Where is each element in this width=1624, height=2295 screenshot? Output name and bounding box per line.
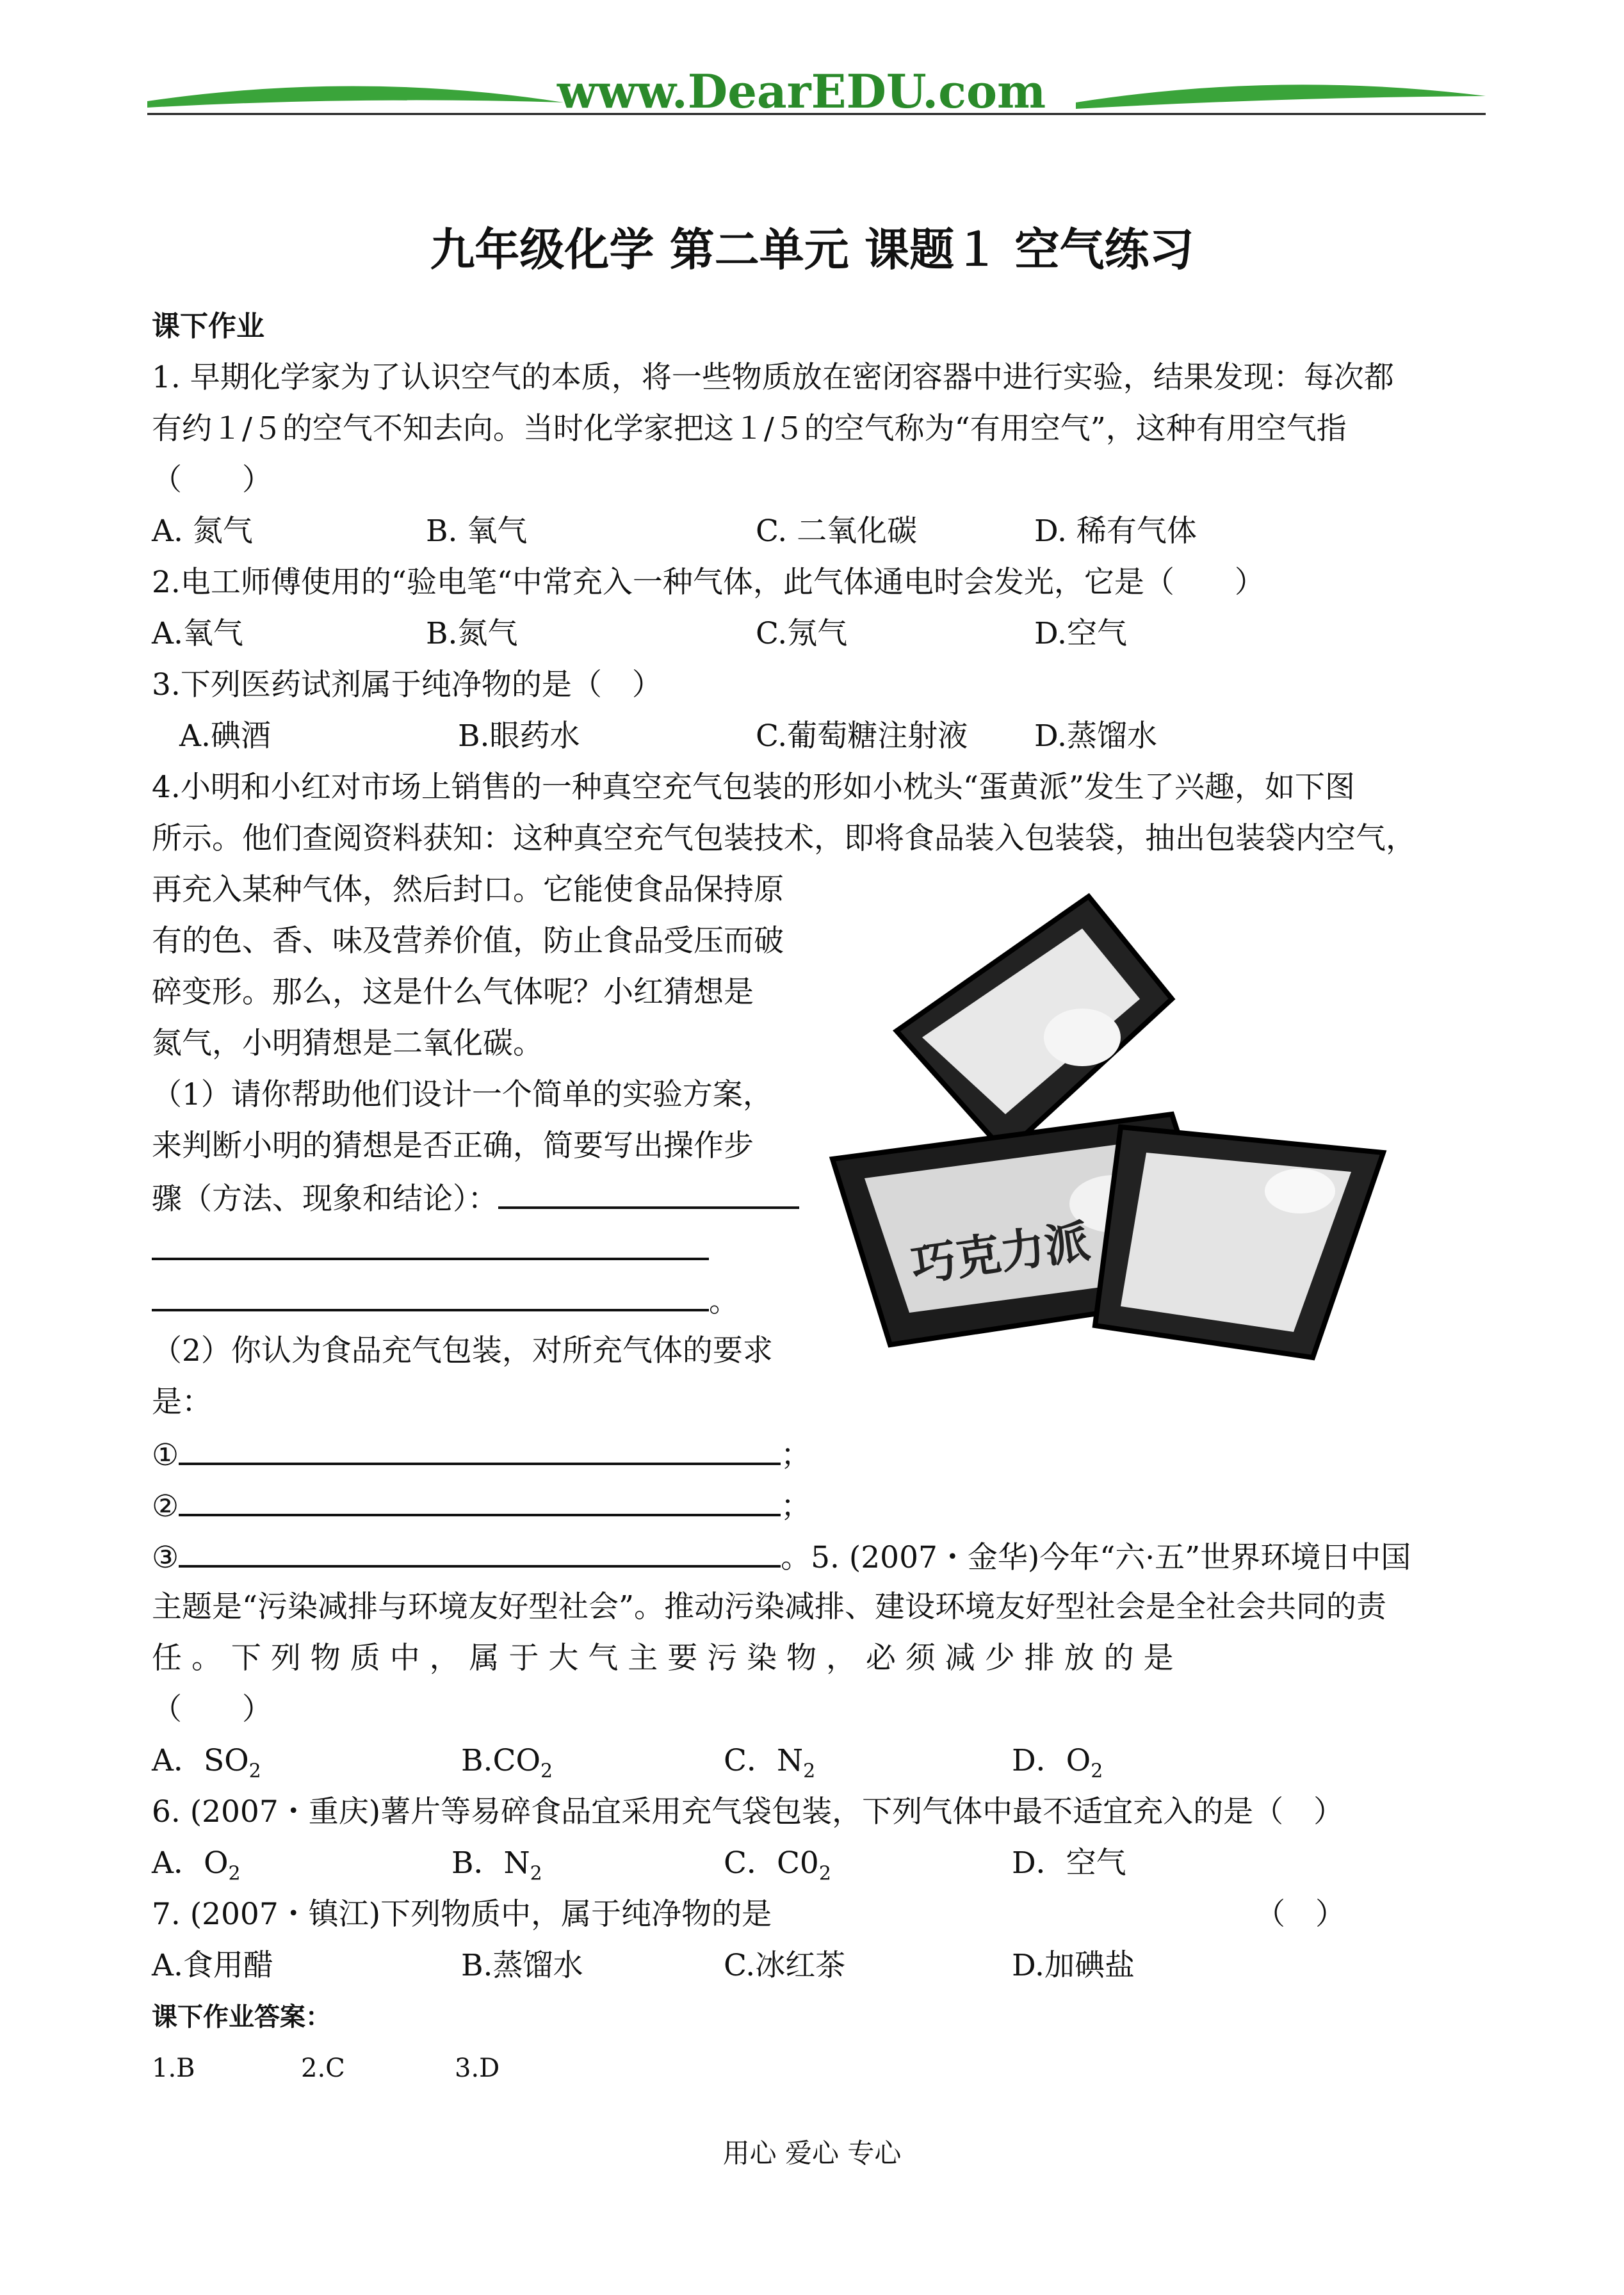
- q4-part1-line2: 来判断小明的猜想是否正确，简要写出操作步: [152, 1128, 754, 1164]
- package-brand-text: 巧克力派: [907, 1215, 1093, 1292]
- q1-option-d: D. 稀有气体: [1034, 514, 1197, 549]
- page-title: 九年级化学 第二单元 课题１ 空气练习: [430, 223, 1194, 276]
- q6-option-b: [451, 1844, 542, 1893]
- circled-number: ③: [152, 1540, 179, 1575]
- header-logo: [0, 58, 1624, 128]
- q5-line2: 主题是“污染减排与环境友好型社会”。推动污染减排、建设环境友好型社会是全社会共同的责: [152, 1589, 1387, 1625]
- punctuation: ；: [781, 1489, 811, 1524]
- q1-line2: 有约１/５的空气不知去向。当时化学家把这１/５的空气称为“有用空气”，这种有用空气指: [152, 411, 1347, 446]
- q7-option-d: D.加碘盐: [1012, 1948, 1135, 1983]
- q3-option-a: A.碘酒: [179, 718, 271, 754]
- q4-part1-end: 。: [709, 1284, 739, 1319]
- option-label: A．SO: [152, 1743, 249, 1778]
- answer-blank: [498, 1178, 799, 1209]
- section-heading: 课下作业: [152, 310, 264, 343]
- answer-blank: [179, 1486, 781, 1516]
- answer-blank: [179, 1537, 781, 1568]
- q5-option-a: [152, 1742, 261, 1790]
- package-back: [897, 896, 1172, 1153]
- q4-line4: 有的色、香、味及营养价值，防止食品受压而破: [152, 923, 784, 959]
- q7-bracket: （ ）: [1255, 1897, 1345, 1932]
- q3-line1: 3.下列医药试剂属于纯净物的是（ ）: [152, 667, 662, 702]
- q3-option-b: B.眼药水: [458, 718, 580, 754]
- q4-blank-line: [152, 1229, 709, 1270]
- q3-option-d: D.蒸馏水: [1034, 718, 1157, 754]
- q1-option-a: A. 氮气: [152, 514, 253, 549]
- q3-option-c: C.葡萄糖注射液: [756, 718, 968, 754]
- option-label: D．O: [1012, 1743, 1091, 1778]
- answer-blank: [152, 1229, 709, 1260]
- q5-line4: （ ）: [152, 1692, 272, 1727]
- option-label: A．O: [152, 1845, 229, 1881]
- answer-blank: [152, 1281, 709, 1311]
- circled-number: ①: [152, 1438, 179, 1473]
- q4-part2-line1: （2）你认为食品充气包装，对所充气体的要求: [152, 1333, 773, 1368]
- snack-package-image: [813, 884, 1409, 1383]
- answer-blank: [179, 1434, 781, 1465]
- option-label: D．空气: [1012, 1845, 1126, 1881]
- subscript: 2: [228, 1862, 241, 1885]
- q4-line2: 所示。他们查阅资料获知：这种真空充气包装技术，即将食品装入包装袋，抽出包装袋内空气，: [152, 821, 1416, 856]
- answer-item: 1.B: [152, 2054, 195, 2083]
- site-name: www.DearEDU.com: [557, 64, 1046, 118]
- page-footer: 用心 爱心 专心: [722, 2137, 902, 2169]
- q5-line3: 任 。 下 列 物 质 中 ， 属 于 大 气 主 要 污 染 物 ， 必 须 减 少 排 放 的 是: [152, 1641, 1174, 1676]
- q1-line3: （ ）: [152, 462, 272, 498]
- q1-line1: 1. 早期化学家为了认识空气的本质，将一些物质放在密闭容器中进行实验，结果发现：每次都: [152, 360, 1394, 395]
- q4-blank-line: [152, 1281, 739, 1321]
- subscript: 2: [803, 1760, 816, 1783]
- q6-option-a: [152, 1844, 241, 1893]
- punctuation: ；: [781, 1438, 811, 1473]
- option-label: B.CO: [461, 1743, 540, 1778]
- answer-item: 3.D: [455, 2054, 500, 2083]
- q4-line3: 再充入某种气体，然后封口。它能使食品保持原: [152, 872, 784, 907]
- q7-option-b: B.蒸馏水: [461, 1948, 583, 1983]
- subscript: 2: [540, 1760, 553, 1783]
- q2-option-d: D.空气: [1034, 616, 1127, 651]
- q6-option-d: [1012, 1844, 1126, 1893]
- q2-option-c: C.氖气: [756, 616, 848, 651]
- q4-req-2: [152, 1486, 811, 1526]
- q4-part1-prompt: 骤（方法、现象和结论）：: [152, 1181, 498, 1217]
- q7-option-c: C.冰红茶: [724, 1948, 846, 1983]
- option-label: C．C0: [724, 1845, 819, 1881]
- q4-part1-line3: [152, 1178, 799, 1219]
- q7-line1: 7. (2007・镇江)下列物质中，属于纯净物的是: [152, 1897, 772, 1932]
- package-right: [1095, 1127, 1383, 1358]
- option-label: B．N: [451, 1845, 530, 1881]
- q5-option-c: [724, 1742, 815, 1790]
- q5-line1: 5. (2007・金华)今年“六·五”世界环境日中国: [811, 1540, 1411, 1575]
- q4-line6: 氮气，小明猜想是二氧化碳。: [152, 1026, 543, 1061]
- circled-number: ②: [152, 1489, 179, 1524]
- answer-item: 2.C: [301, 2054, 345, 2083]
- q4-req-1: [152, 1434, 811, 1475]
- q6-option-c: [724, 1844, 831, 1893]
- subscript: 2: [818, 1862, 831, 1885]
- q1-option-b: B. 氧气: [426, 514, 528, 549]
- q4-line1: 4.小明和小红对市场上销售的一种真空充气包装的形如小枕头“蛋黄派”发生了兴趣，如下图: [152, 770, 1355, 805]
- q7-option-a: A.食用醋: [152, 1948, 273, 1983]
- option-label: C．N: [724, 1743, 804, 1778]
- q2-option-b: B.氮气: [426, 616, 518, 651]
- q5-option-b: [461, 1742, 553, 1790]
- punctuation: 。: [781, 1540, 811, 1575]
- q6-line1: 6. (2007・重庆)薯片等易碎食品宜采用充气袋包装，下列气体中最不适宜充入的是（ ）: [152, 1794, 1344, 1829]
- q2-line1: 2.电工师傅使用的“验电笔“中常充入一种气体，此气体通电时会发光，它是（ ）: [152, 565, 1265, 600]
- answers-heading: 课下作业答案：: [152, 2002, 331, 2032]
- q2-option-a: A.氧气: [152, 616, 243, 651]
- subscript: 2: [1091, 1760, 1103, 1783]
- q4-line5: 碎变形。那么，这是什么气体呢？小红猜想是: [152, 975, 754, 1010]
- q5-option-d: [1012, 1742, 1103, 1790]
- q1-option-c: C. 二氧化碳: [756, 514, 918, 549]
- q4-part1-line1: （1）请你帮助他们设计一个简单的实验方案，: [152, 1077, 773, 1112]
- q4-part2-line2: 是：: [152, 1384, 212, 1420]
- q4-req-3: [152, 1537, 1411, 1577]
- subscript: 2: [530, 1862, 542, 1885]
- subscript: 2: [248, 1760, 261, 1783]
